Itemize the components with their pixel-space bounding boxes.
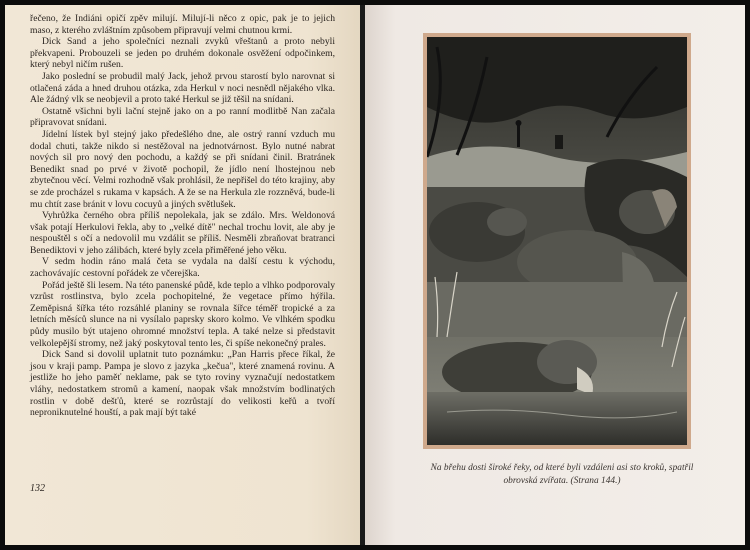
- body-text: [30, 13, 335, 419]
- right-page: [365, 5, 745, 545]
- paragraph: Vyhrůžka černého obra příliš nepolekala, jak se zdálo. Mrs. Weldonová však potají Herkulovi řekla, aby to „velké dítě" nechal trochu lovit, ale aby je nespouštěl s očí a nedovolil mu vzdálit se příliš. Nesměli zbraňovat bratranci Benediktovi v jeho zálibách, které byly zcela přiměřené jeho věku.: [30, 210, 335, 256]
- paragraph: Dick Sand a jeho společníci neznali zvyků vřeštanů a proto nebyli překvapeni. Probouzeli se jeden po druhém dokonale osvěžení odpočinkem, který nebyl ničím rušen.: [30, 36, 335, 71]
- illustration-caption: Na břehu dosti široké řeky, od které byli vzdáleni asi sto kroků, spatřil obrovská zvířata. (Strana 144.): [430, 463, 694, 486]
- paragraph: Pořád ještě šli lesem. Na této panenské půdě, kde teplo a vlhko podporovaly vzrůst rostlinstva, bylo zcela pochopitelné, že vegetace přímo hýřila. Zeměpisná šířka této rozsáhlé planiny se rovnala šířce téměř tropické a za letních měsíců slunce na ni vysílalo paprsky skoro kolmo. Ve vlhkém spodku půdy musilo být utajeno ohromné množství tepla. A také nelze si představit velkolepější stromy, než jaký poskytoval tento les, či spíše nekonečný prales.: [30, 279, 335, 349]
- paragraph: Jako poslední se probudil malý Jack, jehož prvou starostí bylo narovnat si otlačená záda a hned druhou otázka, zda Herkul v noci nesnědl nějakého vlka. Ale žádný vlk se neobjevil a proto také Herkul se již těšil na snídani.: [30, 70, 335, 106]
- left-page: [5, 5, 360, 545]
- paragraph: Ostatně všichni byli lační stejně jako on a po ranní modlitbě Nan začala připravovat snídani.: [30, 105, 335, 129]
- paragraph: řečeno, že Indiáni opičí zpěv milují. Milují-li něco z opic, pak je to jejich maso, z kterého zvláštním způsobem připravují velmi chutnou krmi.: [30, 13, 335, 36]
- paragraph: Jídelní lístek byl stejný jako předešlého dne, ale ostrý ranní vzduch mu dodal chuti, takže nikdo si nestěžoval na jednotvárnost. Bylo nutné nabrat nových sil pro nový den pochodu, a každý se při snídani činil. Bratránek Benedikt snad po prvé v životě pochopil, že jídlo není lhostejnou neb zbytečnou věcí. Velmi rozhodně však prohlásil, že nepřišel do této krajiny, aby se zde procházel s rukama v kapsách. A že se na Herkula zle rozzněvá, bude-li mu chtít zase bránit v lovu cocuyů a jiných světlušek.: [30, 128, 335, 210]
- book-spread: [5, 5, 745, 545]
- paragraph: Dick Sand si dovolil uplatnit tuto poznámku: „Pan Harris přece říkal, že jsou v kraji pamp. Pampa je slovo z jazyka „kečua", které znamená rovinu. A jestliže ho jeho paměť neklame, pak se tyto roviny vyznačují nedostatkem vláhy, nedostatkem stromů a kamení, naopak však množstvím bodlinatých rostlin v době dešťů, které se rozrůstají do velikosti keřů a tvoří neproniknutelné houští, a pak mají být také: [30, 349, 335, 419]
- paragraph: V sedm hodin ráno malá četa se vydala na další cestu k východu, zachovávajíc cestovní pořádek ze včerejška.: [30, 256, 335, 280]
- page-number: 132: [30, 483, 45, 494]
- hippopotamus-illustration: [423, 33, 691, 449]
- hippo-river-engraving: [427, 37, 687, 445]
